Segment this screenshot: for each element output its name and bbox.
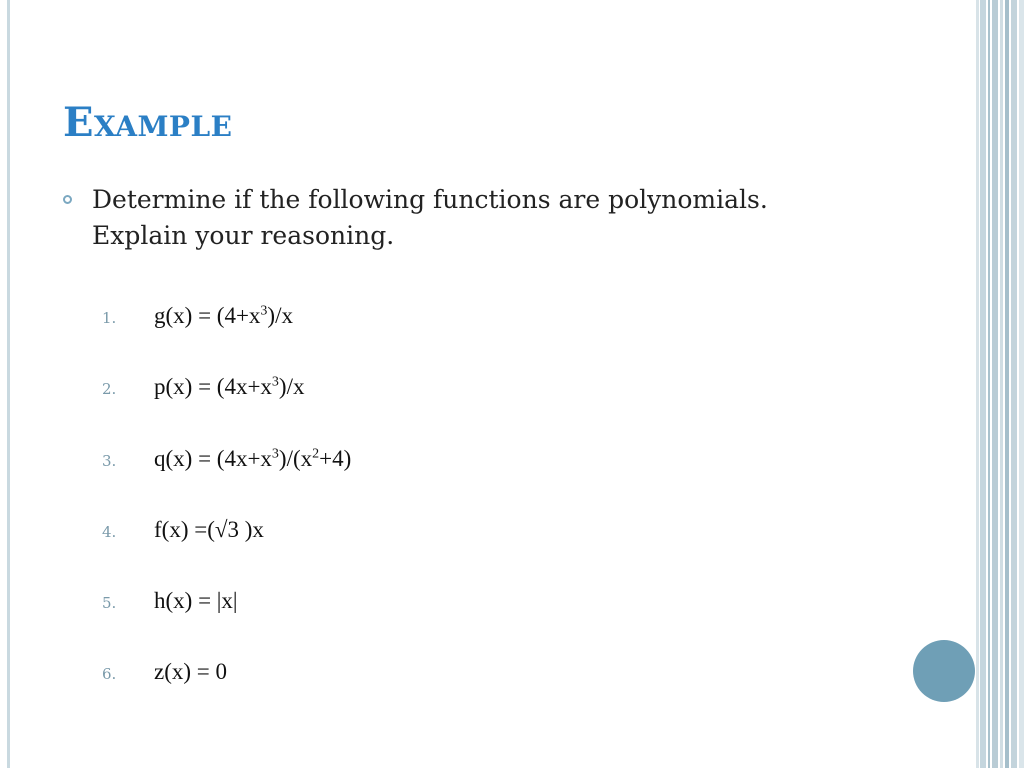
intro-line-1: Determine if the following functions are polynomials. [92, 185, 768, 214]
item-expression: $g(x) = (4+x^3)/x$ [154, 303, 293, 328]
list-item [102, 517, 602, 547]
left-frame-line [7, 0, 10, 768]
list-item [102, 374, 602, 404]
item-number: 3. [102, 452, 117, 470]
decorative-circle [913, 640, 975, 702]
item-expression: z(x) = 0 [154, 659, 227, 684]
item-number: 5. [102, 594, 117, 612]
item-number: 4. [102, 523, 117, 541]
intro-text [92, 182, 882, 254]
list-item [102, 446, 602, 476]
item-expression: $p(x) = (4x+x^3)/x$ [154, 374, 305, 399]
item-expression: $q(x) = (4x+x^3)/(x^2+4)$ [154, 446, 352, 471]
list-item [102, 659, 602, 689]
list-item [102, 303, 602, 333]
item-number: 1. [102, 309, 117, 327]
item-number: 6. [102, 665, 117, 683]
slide-title: Example [63, 99, 233, 146]
item-number: 2. [102, 380, 117, 398]
item-expression: h(x) = |x| [154, 588, 238, 613]
item-expression: f(x) =(√3 )x [154, 517, 264, 542]
intro-line-2: Explain your reasoning. [92, 221, 395, 250]
list-item [102, 588, 602, 618]
bullet-circle-icon [63, 195, 72, 204]
right-decorative-stripes [976, 0, 1024, 768]
